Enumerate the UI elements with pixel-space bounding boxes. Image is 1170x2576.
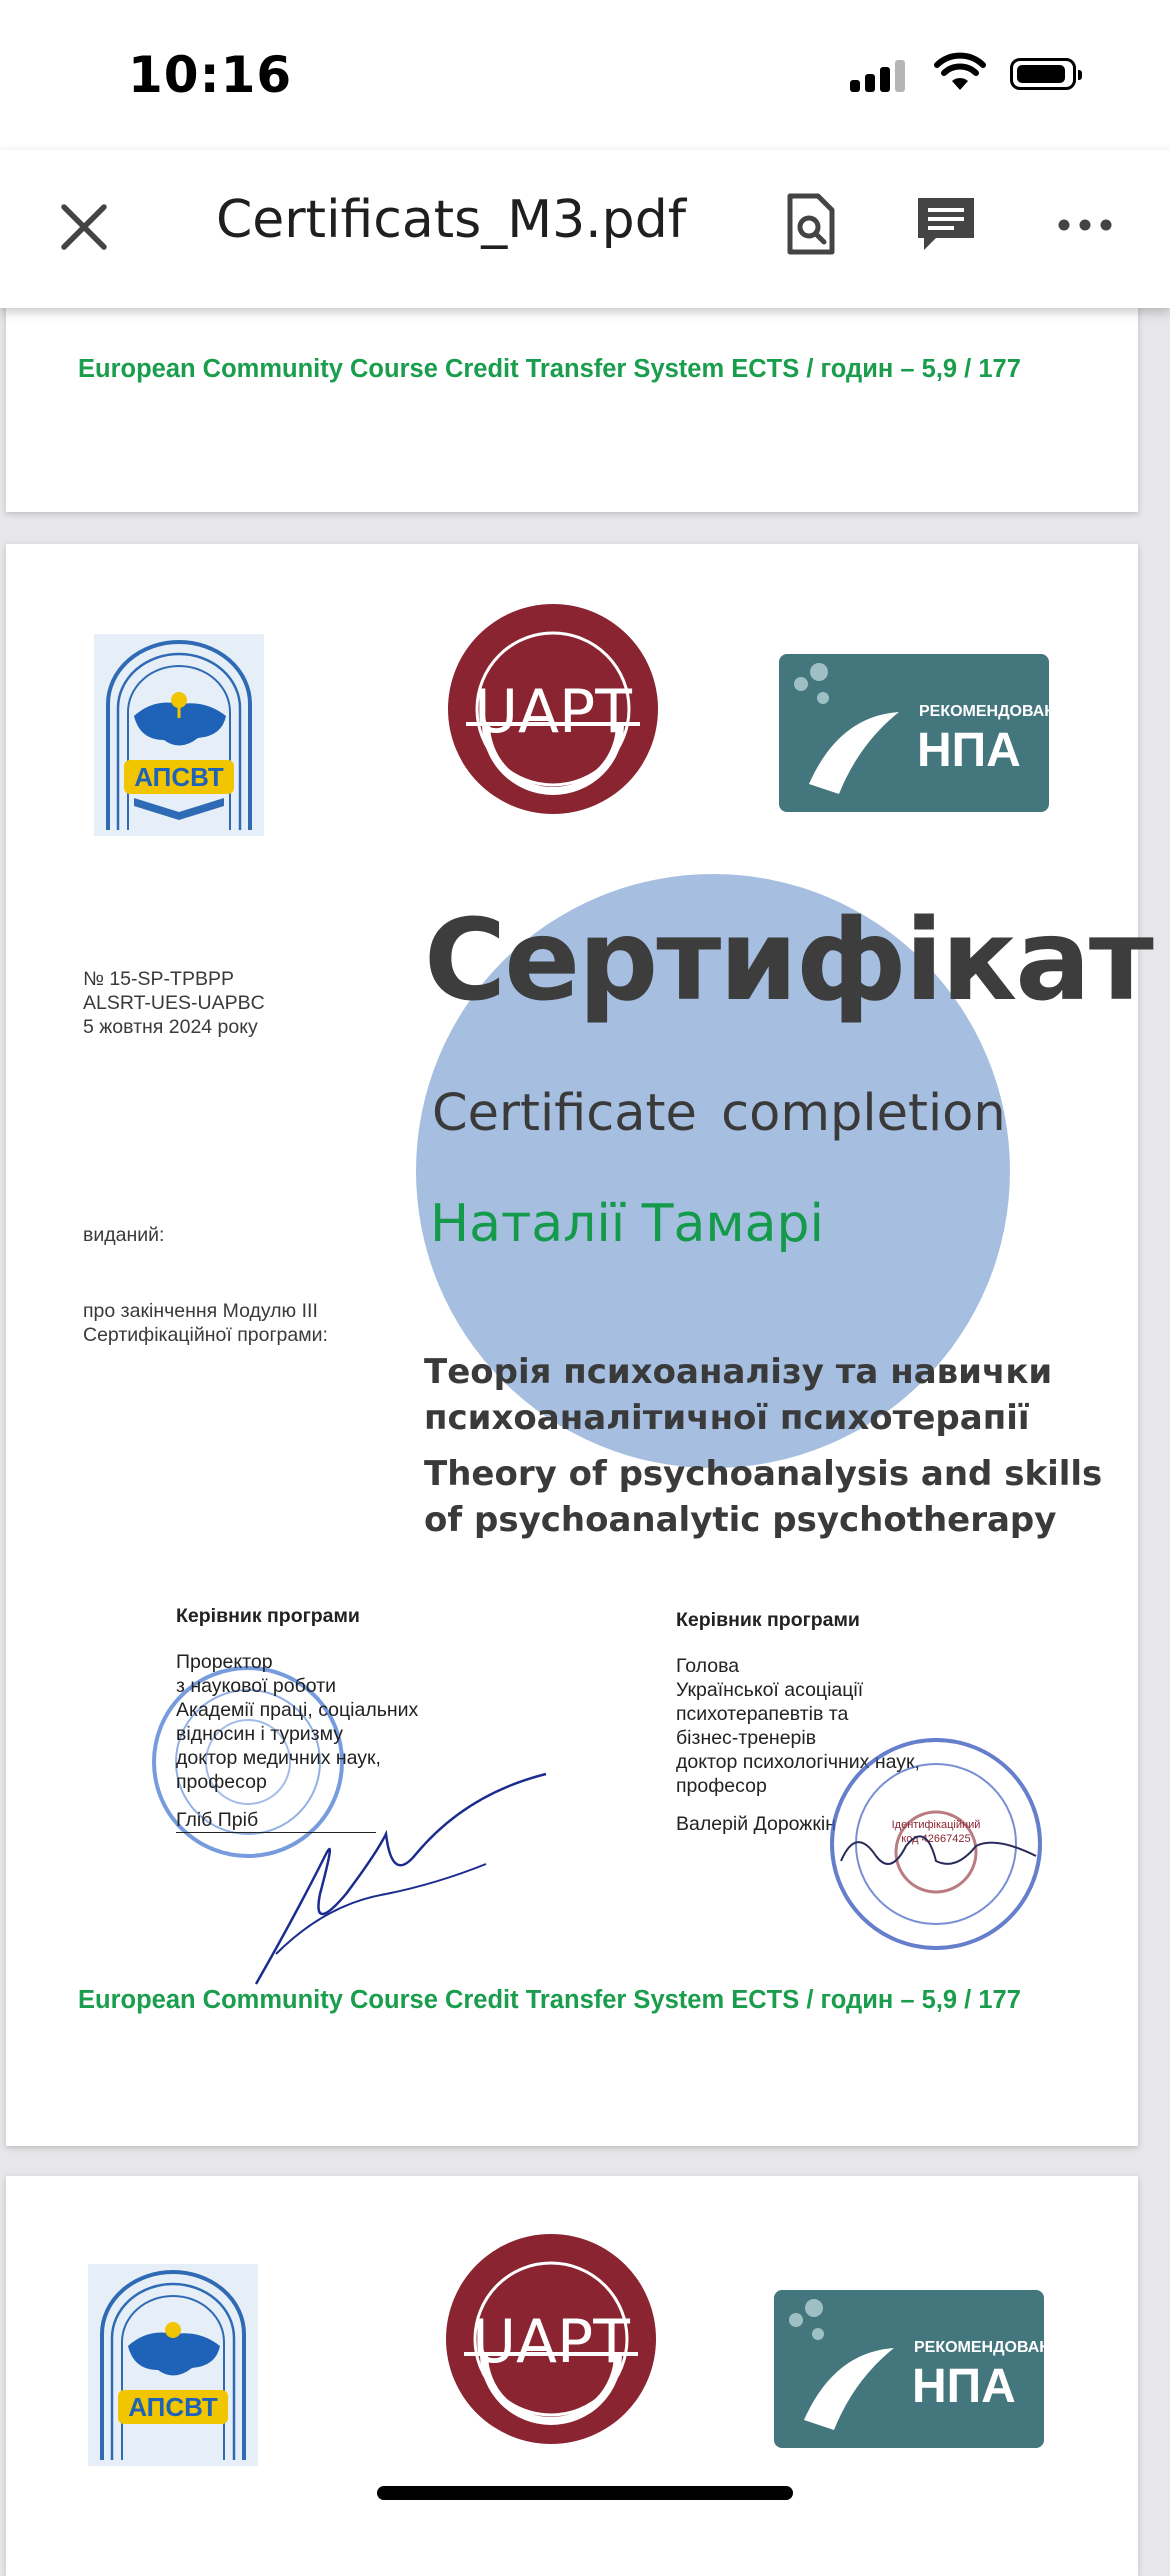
search-in-document-icon[interactable]	[776, 190, 846, 260]
certificate-number	[83, 967, 265, 1039]
wifi-icon	[935, 54, 985, 94]
signer-left-line: Академії праці, соціальних	[176, 1699, 419, 1721]
ects-credits-line: European Community Course Credit Transfer System ECTS / годин – 5,9 / 177	[78, 355, 1021, 383]
apsvt-logo-text: АПСВТ	[128, 2392, 218, 2422]
npa-logo-top-text: РЕКОМЕНДОВАНО	[914, 2339, 1064, 2356]
certificate-subtitle: Certificate completion	[432, 1084, 1006, 1143]
signer-left-line: доктор медичних наук,	[176, 1747, 381, 1769]
npa-logo-main-text: НПА	[917, 724, 1021, 777]
uapt-logo-text: UАРТ	[474, 677, 632, 747]
signer-left-line: Проректор	[176, 1651, 273, 1673]
signer-right-line: доктор психологічних наук,	[676, 1751, 920, 1773]
stamp-right-id-label: Ідентифікаційний	[891, 1819, 981, 1831]
signer-left-line: з наукової роботи	[176, 1675, 337, 1697]
ects-credits-line: European Community Course Credit Transfer System ECTS / годин – 5,9 / 177	[78, 1986, 1021, 2014]
document-title: Certificats_M3.pdf	[216, 190, 687, 250]
apsvt-logo	[94, 634, 264, 836]
signature-left	[236, 1744, 556, 1994]
signer-right-line: бізнес-тренерів	[676, 1727, 817, 1749]
certificate-number-line: ALSRT-UES-UAPBC	[83, 992, 265, 1014]
module-title-en-line: of psychoanalytic psychotherapy	[424, 1500, 1057, 1540]
status-time: 10:16	[128, 46, 293, 104]
signer-right-line: Української асоціації	[676, 1679, 864, 1701]
battery-icon	[1010, 58, 1076, 90]
module-title-en-line: Theory of psychoanalysis and skills	[424, 1454, 1103, 1494]
uapt-logo-text: UАРТ	[472, 2307, 630, 2377]
comment-icon[interactable]	[912, 190, 982, 260]
program-label: про закінчення Модулю III Сертифікаційної програми:	[83, 1300, 328, 1346]
npa-logo	[779, 654, 1069, 812]
pdf-page-certificate	[6, 544, 1152, 2146]
uapt-logo	[446, 602, 660, 816]
signer-right-line: психотерапевтів та	[676, 1703, 849, 1725]
issued-label: виданий:	[83, 1224, 165, 1246]
signature-right	[836, 1816, 1046, 1886]
pdf-viewer-toolbar	[0, 150, 1170, 308]
module-title-ua-line: психоаналітичної психотерапії	[424, 1398, 1030, 1438]
more-options-icon[interactable]	[1050, 190, 1120, 260]
stamp-right-id-code: код 42667425	[901, 1833, 971, 1845]
npa-logo-top-text: РЕКОМЕНДОВАНО	[919, 703, 1069, 720]
certificate-number-line: № 15-SP-TPBPP	[83, 968, 234, 990]
signer-left-line: відносин і туризму	[176, 1723, 343, 1745]
close-icon[interactable]	[52, 195, 116, 259]
signer-right-line: Голова	[676, 1655, 740, 1677]
recipient-name: Наталії Тамарі	[430, 1194, 824, 1254]
certificate-date: 5 жовтня 2024 року	[83, 1016, 258, 1038]
npa-logo	[774, 2290, 1064, 2448]
signer-right-heading: Керівник програми	[676, 1609, 860, 1631]
signer-right-line: професор	[676, 1775, 767, 1797]
signer-left-name: Гліб Пріб	[176, 1809, 259, 1831]
status-bar	[0, 0, 1170, 150]
apsvt-logo	[88, 2264, 258, 2466]
pdf-page-next	[6, 2176, 1138, 2576]
certificate-title: Сертифікат	[424, 896, 1152, 1026]
signer-right-name: Валерій Дорожкін	[676, 1813, 836, 1835]
signer-left-line: професор	[176, 1771, 267, 1793]
apsvt-logo-text: АПСВТ	[134, 762, 224, 792]
npa-logo-main-text: НПА	[912, 2360, 1016, 2413]
module-title-ua-line: Теорія психоаналізу та навички	[424, 1352, 1053, 1392]
home-indicator[interactable]	[377, 2486, 793, 2500]
uapt-logo	[444, 2232, 658, 2446]
module-title	[424, 1349, 1102, 1543]
signer-left-heading: Керівник програми	[176, 1605, 360, 1627]
